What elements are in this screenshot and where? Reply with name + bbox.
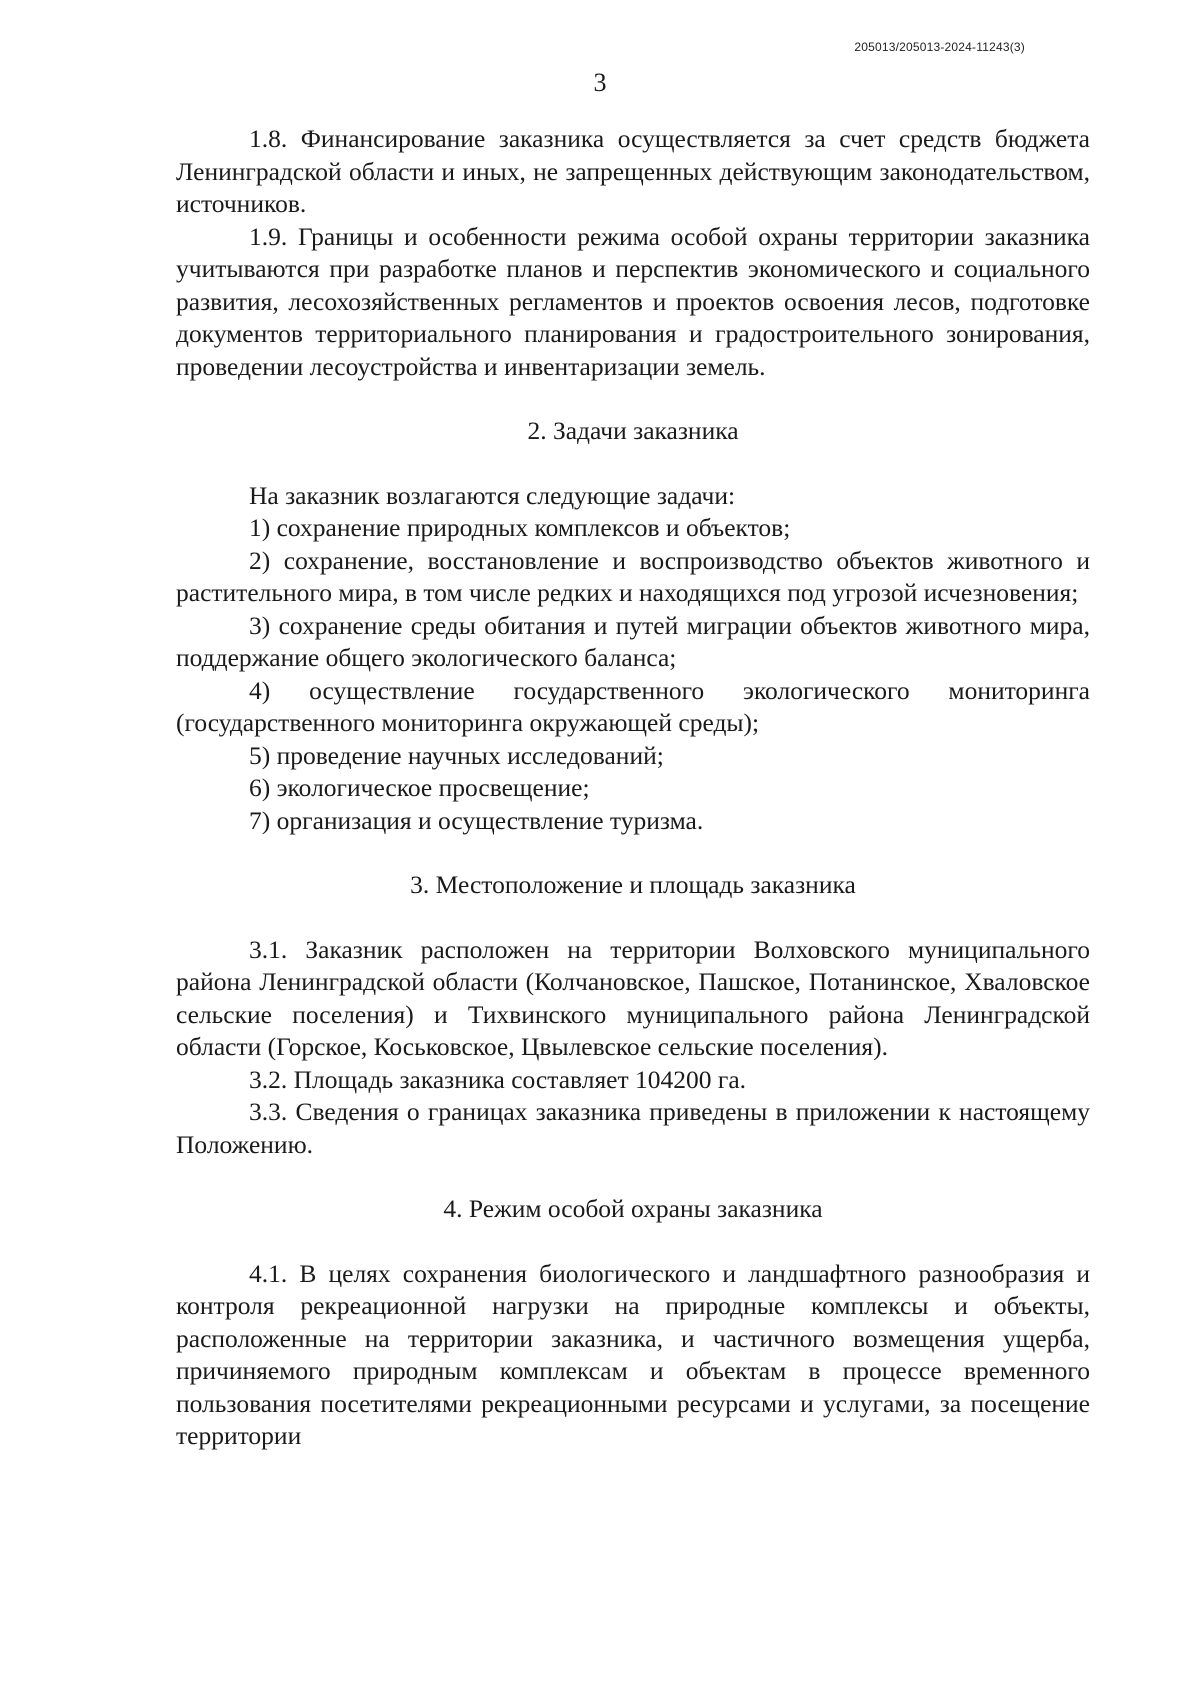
task-item-5: 5) проведение научных исследований; (249, 740, 664, 770)
task-item-1: 1) сохранение природных комплексов и объектов; (249, 513, 791, 542)
task-item-3: 3) сохранение среды обитания и путей миграции объектов животного мира, поддержание общего экологического баланса; (176, 610, 1090, 672)
spacer (176, 1161, 1090, 1193)
spacer (176, 383, 1090, 415)
task-item-7: 7) организация и осуществление туризма. (249, 805, 704, 835)
paragraph-3-3: 3.3. Сведения о границах заказника приведены в приложении к настоящему Положению. (176, 1097, 1090, 1159)
section-heading-3: 3. Местоположение и площадь заказника (410, 870, 856, 899)
spacer (176, 1226, 1090, 1258)
task-item-2: 2) сохранение, восстановление и воспроизводство объектов животного и растительного мира, в том числе редких и находящихся под угрозой исчезновения; (176, 545, 1090, 607)
spacer (176, 448, 1090, 480)
task-item-6: 6) экологическое просвещение; (249, 773, 590, 802)
paragraph-1-8: 1.8. Финансирование заказника осуществляется за счет средств бюджета Ленинградской области и иных, не запрещенных действующим законодательством, источников. (176, 124, 1090, 218)
paragraph-4-1: 4.1. В целях сохранения биологического и ландшафтного разнообразия и контроля рекреационной нагрузки на природные комплексы и объекты, расположенные на территории заказника, и частичного возмещения ущерба, причиняемого природным комплексам и объектам в процессе временного пользования посетителями рекреационными ресурсами и услугами, за посещение территории (176, 1258, 1090, 1450)
section-heading-4: 4. Режим особой охраны заказника (443, 1194, 823, 1223)
paragraph-3-2: 3.2. Площадь заказника составляет 104200 га. (249, 1064, 747, 1094)
section-heading-2: 2. Задачи заказника (527, 416, 739, 445)
document-body (176, 123, 1090, 1453)
document-id: 205013/205013-2024-11243(3) (854, 40, 1025, 54)
task-item-4: 4) осуществление государственного экологического мониторинга (государственного мониторинга окружающей среды); (176, 675, 1090, 737)
paragraph-1-9: 1.9. Границы и особенности режима особой охраны территории заказника учитываются при разработке планов и перспектив экономического и социального развития, лесохозяйственных регламентов и проектов освоения лесов, подготовке документов территориального планирования и градостроительного зонирования, проведении лесоустройства и инвентаризации земель. (176, 221, 1090, 381)
page-number: 3 (593, 68, 607, 97)
spacer (176, 902, 1090, 934)
spacer (176, 837, 1090, 869)
tasks-intro: На заказник возлагаются следующие задачи: (249, 480, 736, 510)
paragraph-3-1: 3.1. Заказник расположен на территории Волховского муниципального района Ленинградской области (Колчановское, Пашское, Потанинское, Хваловское сельские поселения) и Тихвинского муниципального района Ленинградской области (Горское, Коськовское, Цвылевское сельские поселения). (176, 934, 1090, 1061)
